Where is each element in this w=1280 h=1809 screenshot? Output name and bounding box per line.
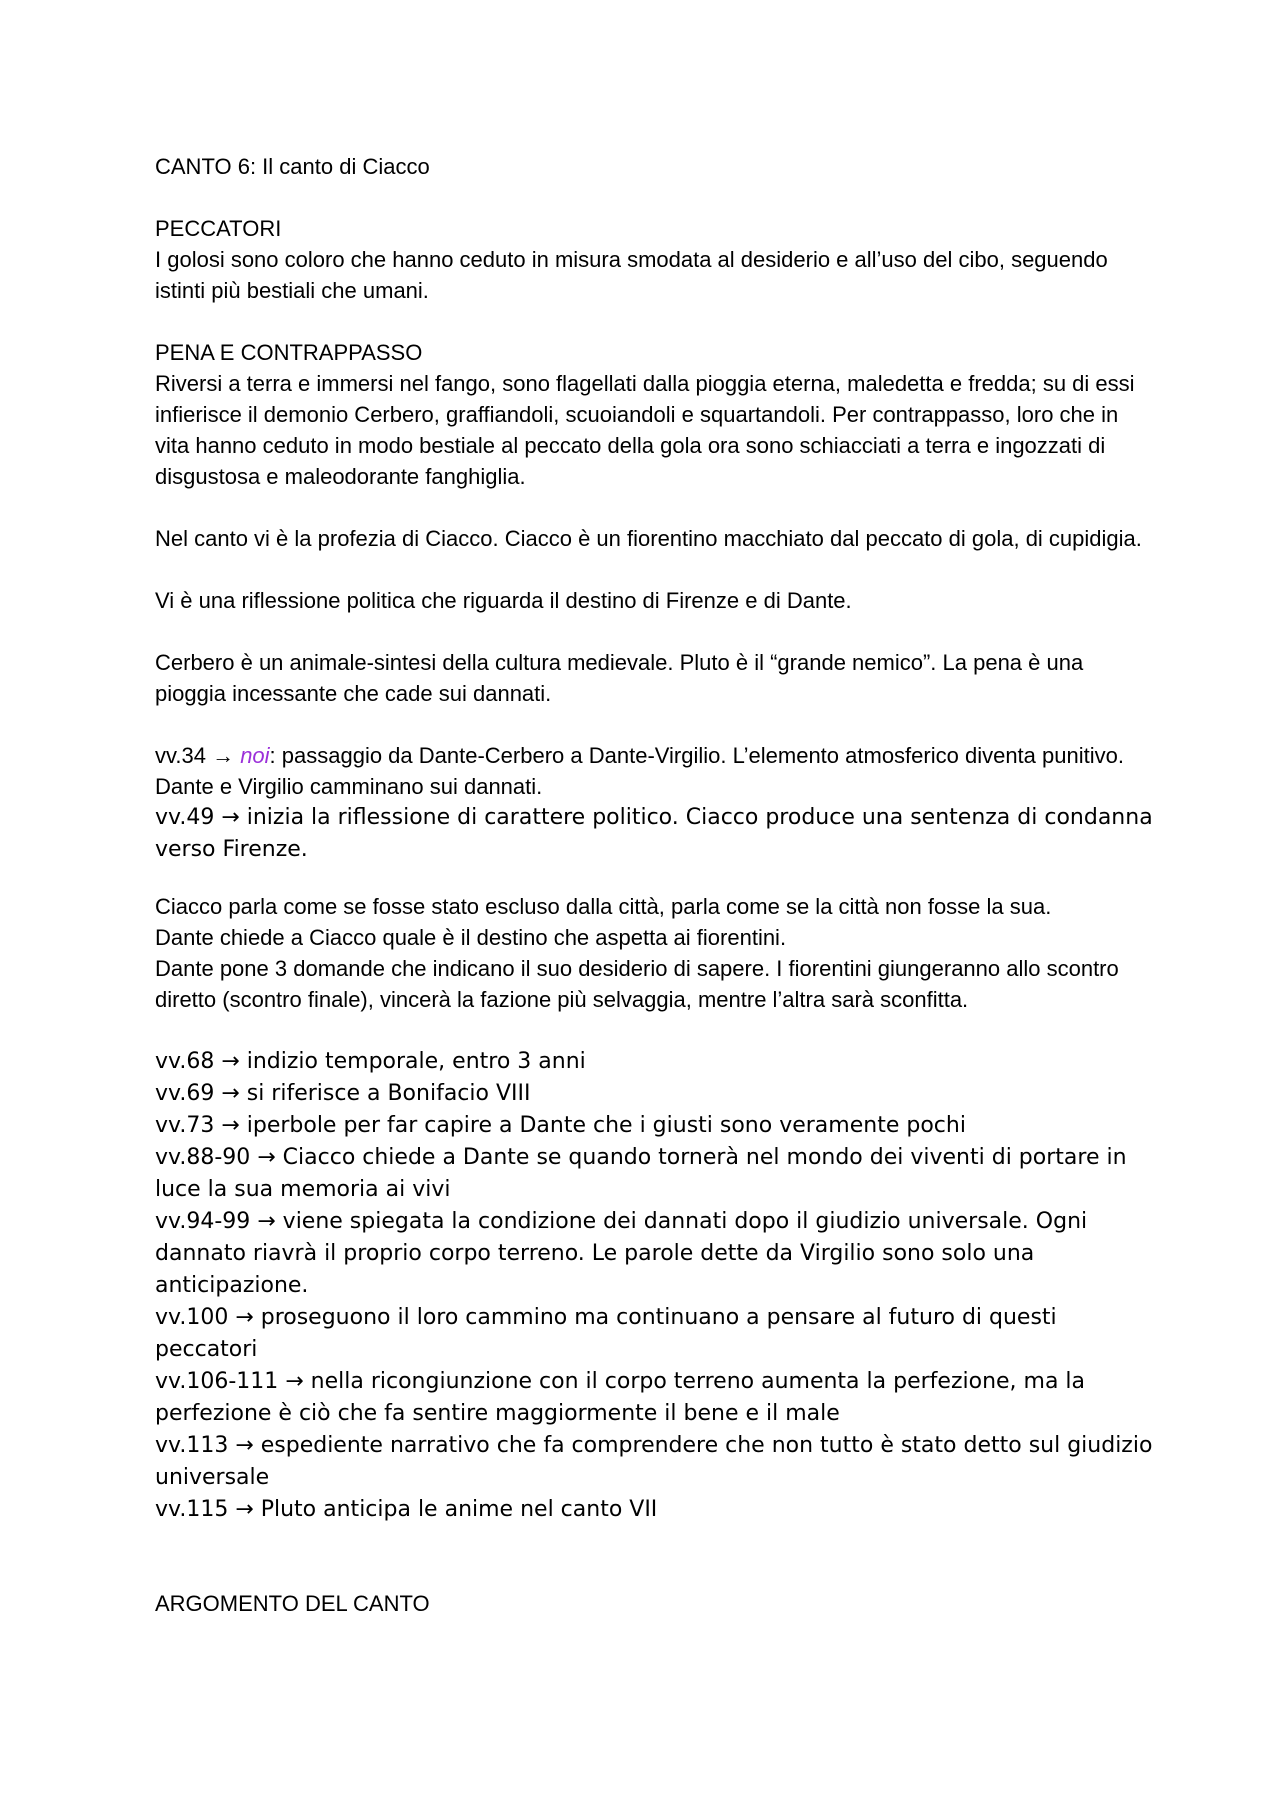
verse-note: vv.73 → iperbole per far capire a Dante che i giusti sono veramente pochi [155,1113,966,1138]
paragraph-ciacco-2: Dante chiede a Ciacco quale è il destino che aspetta ai fiorentini. [155,925,787,950]
verse-34-highlight: noi [240,743,270,768]
paragraph-peccatori: I golosi sono coloro che hanno ceduto in misura smodata al desiderio e all’uso del cibo, seguendo istinti più bestiali che umani. [155,247,1108,303]
verse-note: vv.100 → proseguono il loro cammino ma continuano a pensare al futuro di questi peccatori [155,1305,1057,1362]
verse-34-text: : passaggio da Dante-Cerbero a Dante-Virgilio. L’elemento atmosferico diventa punitivo. Dante e Virgilio camminano sui dannati. [155,743,1124,799]
verse-note-49: vv.49 → inizia la riflessione di carattere politico. Ciacco produce una sentenza di condanna verso Firenze. [155,805,1153,862]
section-heading-pena: PENA E CONTRAPPASSO [155,340,423,365]
paragraph-cerbero: Cerbero è un animale-sintesi della cultura medievale. Pluto è il “grande nemico”. La pena è una pioggia incessante che cade sui dannati. [155,650,1084,706]
paragraph-profezia: Nel canto vi è la profezia di Ciacco. Ciacco è un fiorentino macchiato dal peccato di gola, di cupidigia. [155,526,1142,551]
verse-note: vv.115 → Pluto anticipa le anime nel canto VII [155,1497,658,1522]
paragraph-ciacco-3: Dante pone 3 domande che indicano il suo desiderio di sapere. I fiorentini giungeranno allo scontro diretto (scontro finale), vincerà la fazione più selvaggia, mentre l’altra sarà sconfitta. [155,956,1119,1012]
section-heading-peccatori: PECCATORI [155,216,282,241]
paragraph-pena: Riversi a terra e immersi nel fango, sono flagellati dalla pioggia eterna, maledetta e fredda; su di essi infierisce il demonio Cerbero, graffiandoli, scuoiandoli e squartandoli. Per contrappasso, loro che in vita hanno ceduto in modo bestiale al peccato della gola ora sono schiacciati a terra e ingozzati di disgustosa e maleodorante fanghiglia. [155,371,1135,489]
verse-note: vv.94-99 → viene spiegata la condizione dei dannati dopo il giudizio universale. Ogni dannato riavrà il proprio corpo terreno. Le parole dette da Virgilio sono solo una anticipazione. [155,1209,1088,1298]
section-heading-argomento: ARGOMENTO DEL CANTO [155,1591,430,1616]
verse-note: vv.68 → indizio temporale, entro 3 anni [155,1049,586,1074]
verse-note: vv.106-111 → nella ricongiunzione con il corpo terreno aumenta la perfezione, ma la perfezione è ciò che fa sentire maggiormente il bene e il male [155,1369,1086,1426]
document-page [155,151,1155,1619]
paragraph-ciacco-1: Ciacco parla come se fosse stato escluso dalla città, parla come se la città non fosse la sua. [155,894,1052,919]
verse-note: vv.113 → espediente narrativo che fa comprendere che non tutto è stato detto sul giudizio universale [155,1433,1153,1490]
paragraph-politica: Vi è una riflessione politica che riguarda il destino di Firenze e di Dante. [155,588,852,613]
verse-34-prefix: vv.34 → [155,743,241,768]
verse-note-34 [155,740,1155,802]
verse-note: vv.69 → si riferisce a Bonifacio VIII [155,1081,531,1106]
verse-note: vv.88-90 → Ciacco chiede a Dante se quando tornerà nel mondo dei viventi di portare in luce la sua memoria ai vivi [155,1145,1127,1202]
page-title: CANTO 6: Il canto di Ciacco [155,154,430,179]
verse-notes-list [155,1046,1155,1526]
